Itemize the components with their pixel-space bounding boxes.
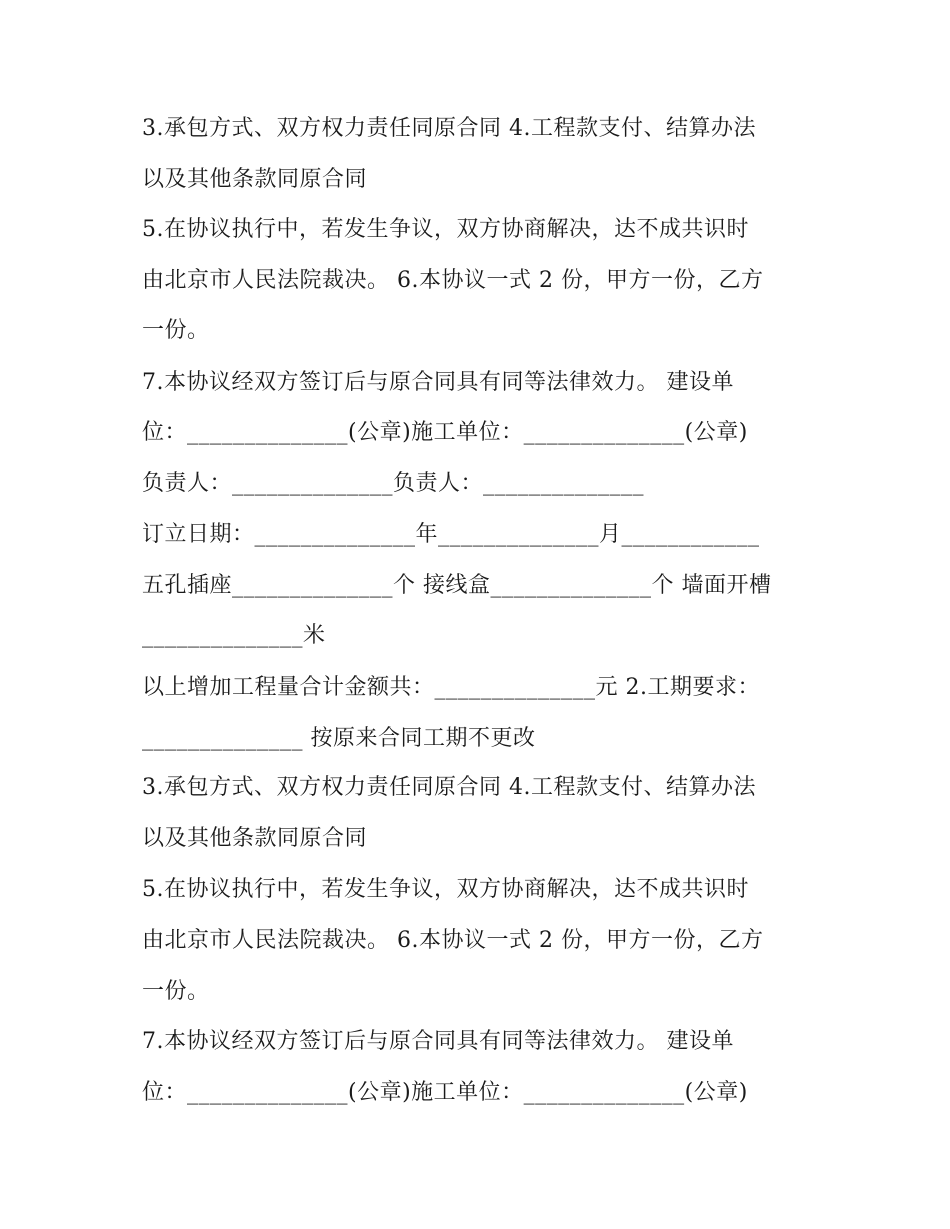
text-line: 以及其他条款同原合同 <box>142 826 368 851</box>
text-line: 以及其他条款同原合同 <box>142 167 368 192</box>
text-line: 由北京市人民法院裁决。 6.本协议一式 2 份，甲方一份，乙方 <box>142 928 764 953</box>
text-line: 7.本协议经双方签订后与原合同具有同等法律效力。 建设单 <box>142 1029 734 1054</box>
text-line: 五孔插座______________个 接线盒______________个 墙面开槽 <box>142 573 772 598</box>
text-line: 负责人：______________负责人：______________ <box>142 471 645 496</box>
text-line: 一份。 <box>142 318 210 343</box>
text-line: 位：______________(公章)施工单位：______________(公章) <box>142 1080 748 1105</box>
text-line: 以上增加工程量合计金额共：______________元 2.工期要求： <box>142 675 760 700</box>
text-line: 5.在协议执行中，若发生争议，双方协商解决，达不成共识时 <box>142 877 749 902</box>
text-line: 由北京市人民法院裁决。 6.本协议一式 2 份，甲方一份，乙方 <box>142 268 764 293</box>
text-line: 订立日期：______________年______________月____________ <box>142 522 760 547</box>
text-line: 7.本协议经双方签订后与原合同具有同等法律效力。 建设单 <box>142 370 734 395</box>
text-line: ______________ 按原来合同工期不更改 <box>142 726 536 751</box>
text-line: 3.承包方式、双方权力责任同原合同 4.工程款支付、结算办法 <box>142 116 756 141</box>
text-line: 位：______________(公章)施工单位：______________(公章) <box>142 420 748 445</box>
text-line: 5.在协议执行中，若发生争议，双方协商解决，达不成共识时 <box>142 217 749 242</box>
text-line: ______________米 <box>142 623 326 648</box>
text-line: 3.承包方式、双方权力责任同原合同 4.工程款支付、结算办法 <box>142 775 756 800</box>
text-line: 一份。 <box>142 979 210 1004</box>
